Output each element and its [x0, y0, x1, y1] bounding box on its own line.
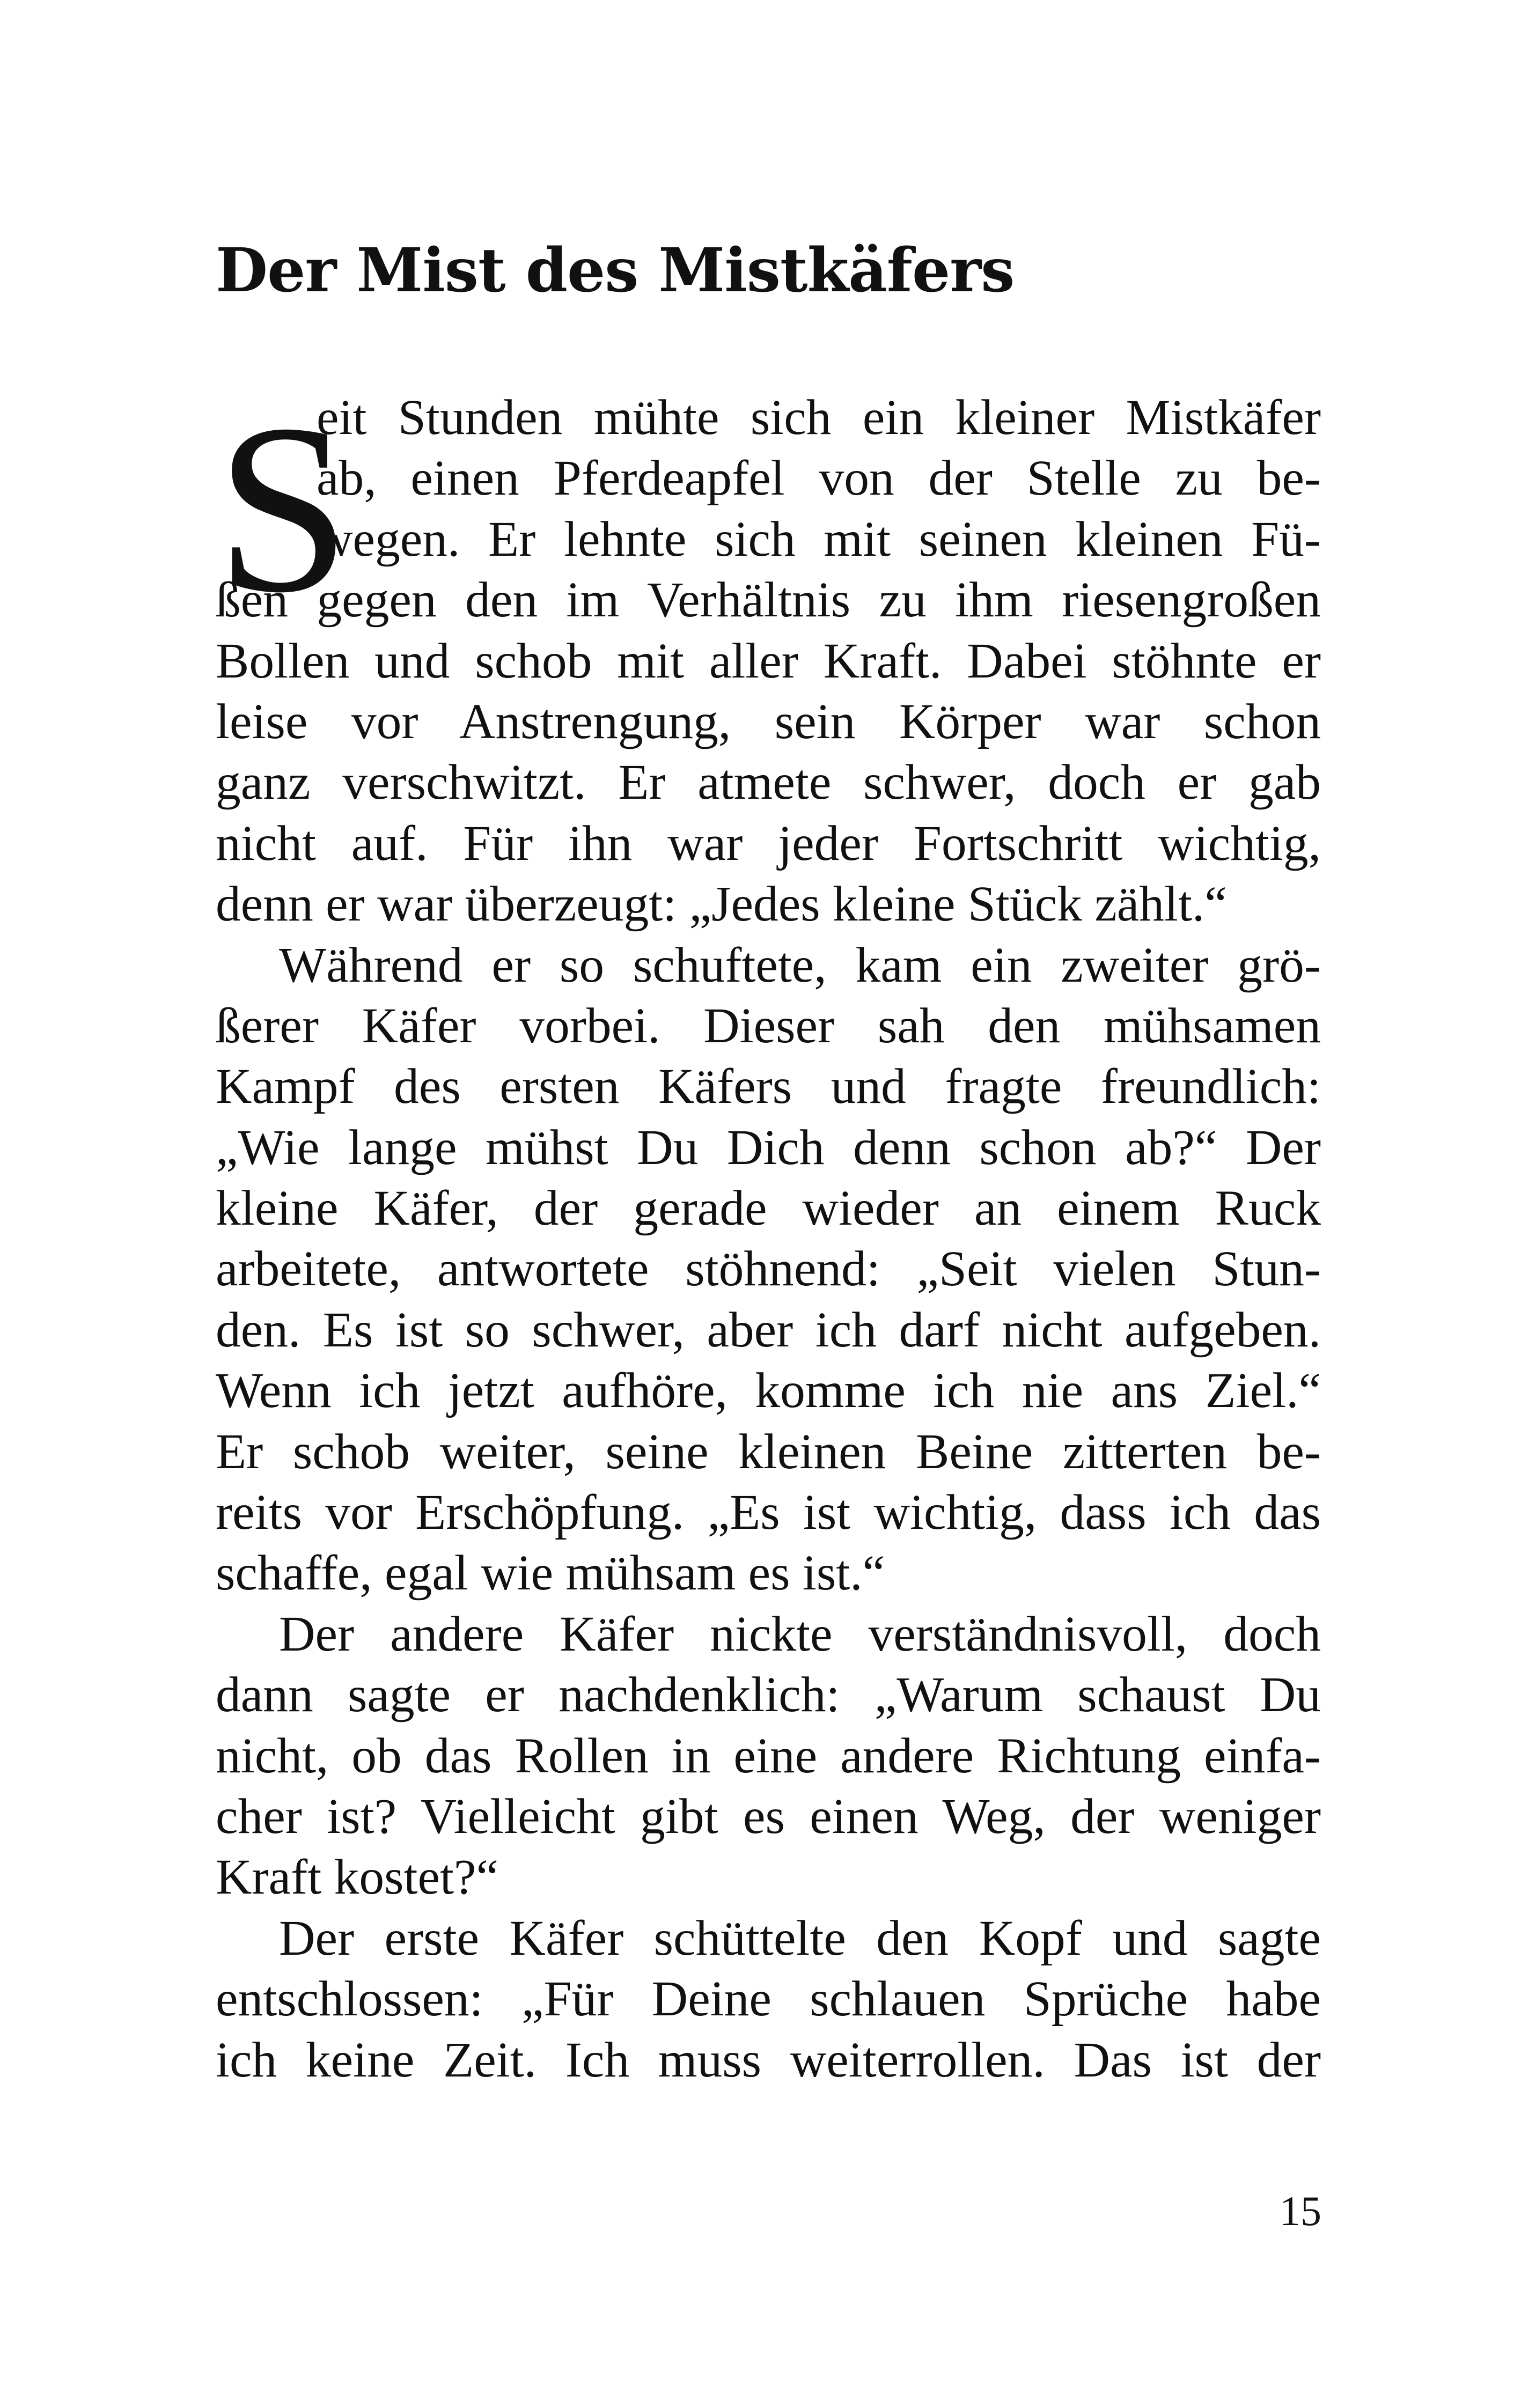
text-line: „Wie lange mühst Du Dich denn schon ab?“ Der: [216, 1120, 1321, 1175]
text-line: ßerer Käfer vorbei. Dieser sah den mühsamen: [216, 998, 1321, 1054]
text-line: entschlossen: „Für Deine schlauen Sprüche habe: [216, 1971, 1321, 2027]
text-line: Während er so schuftete, kam ein zweiter grö-: [279, 937, 1321, 993]
text-line: Bollen und schob mit aller Kraft. Dabei stöhnte er: [216, 633, 1321, 689]
text-line: leise vor Anstrengung, sein Körper war schon: [216, 694, 1321, 749]
text-line: ganz verschwitzt. Er atmete schwer, doch er gab: [216, 755, 1321, 811]
text-line: ßen gegen den im Verhältnis zu ihm riesengroßen: [216, 572, 1321, 628]
chapter-title: Der Mist des Mistkäfers: [216, 235, 1015, 306]
text-line: Der erste Käfer schüttelte den Kopf und sagte: [279, 1910, 1321, 1966]
drop-cap: S: [216, 374, 351, 643]
text-line: schaffe, egal wie mühsam es ist.“: [216, 1545, 885, 1601]
text-line: Der andere Käfer nickte verständnisvoll, doch: [279, 1606, 1321, 1662]
text-line: Er schob weiter, seine kleinen Beine zitterten be-: [216, 1424, 1321, 1479]
text-line: nicht auf. Für ihn war jeder Fortschritt wichtig,: [216, 815, 1321, 871]
text-line: kleine Käfer, der gerade wieder an einem Ruck: [216, 1181, 1321, 1236]
text-line: wegen. Er lehnte sich mit seinen kleinen Fü-: [317, 511, 1321, 567]
page-number: 15: [1280, 2188, 1321, 2234]
body-text: [216, 374, 1321, 2090]
text-line: ab, einen Pferdeapfel von der Stelle zu be-: [317, 451, 1321, 506]
text-line: den. Es ist so schwer, aber ich darf nicht aufgeben.: [216, 1302, 1321, 1358]
text-line: dann sagte er nachdenklich: „Warum schaust Du: [216, 1667, 1321, 1723]
text-line: Wenn ich jetzt aufhöre, komme ich nie ans Ziel.“: [216, 1363, 1321, 1419]
text-line: Kampf des ersten Käfers und fragte freundlich:: [216, 1059, 1321, 1115]
text-line: eit Stunden mühte sich ein kleiner Mistkäfer: [317, 390, 1321, 445]
text-line: cher ist? Vielleicht gibt es einen Weg, der weniger: [216, 1788, 1321, 1844]
text-line: arbeitete, antwortete stöhnend: „Seit vielen Stun-: [216, 1241, 1321, 1297]
text-line: denn er war überzeugt: „Jedes kleine Stück zählt.“: [216, 877, 1227, 932]
text-line: ich keine Zeit. Ich muss weiterrollen. Das ist der: [216, 2032, 1321, 2088]
text-line: nicht, ob das Rollen in eine andere Richtung einfa-: [216, 1728, 1321, 1784]
text-line: Kraft kostet?“: [216, 1850, 498, 1905]
text-line: reits vor Erschöpfung. „Es ist wichtig, dass ich das: [216, 1485, 1321, 1541]
